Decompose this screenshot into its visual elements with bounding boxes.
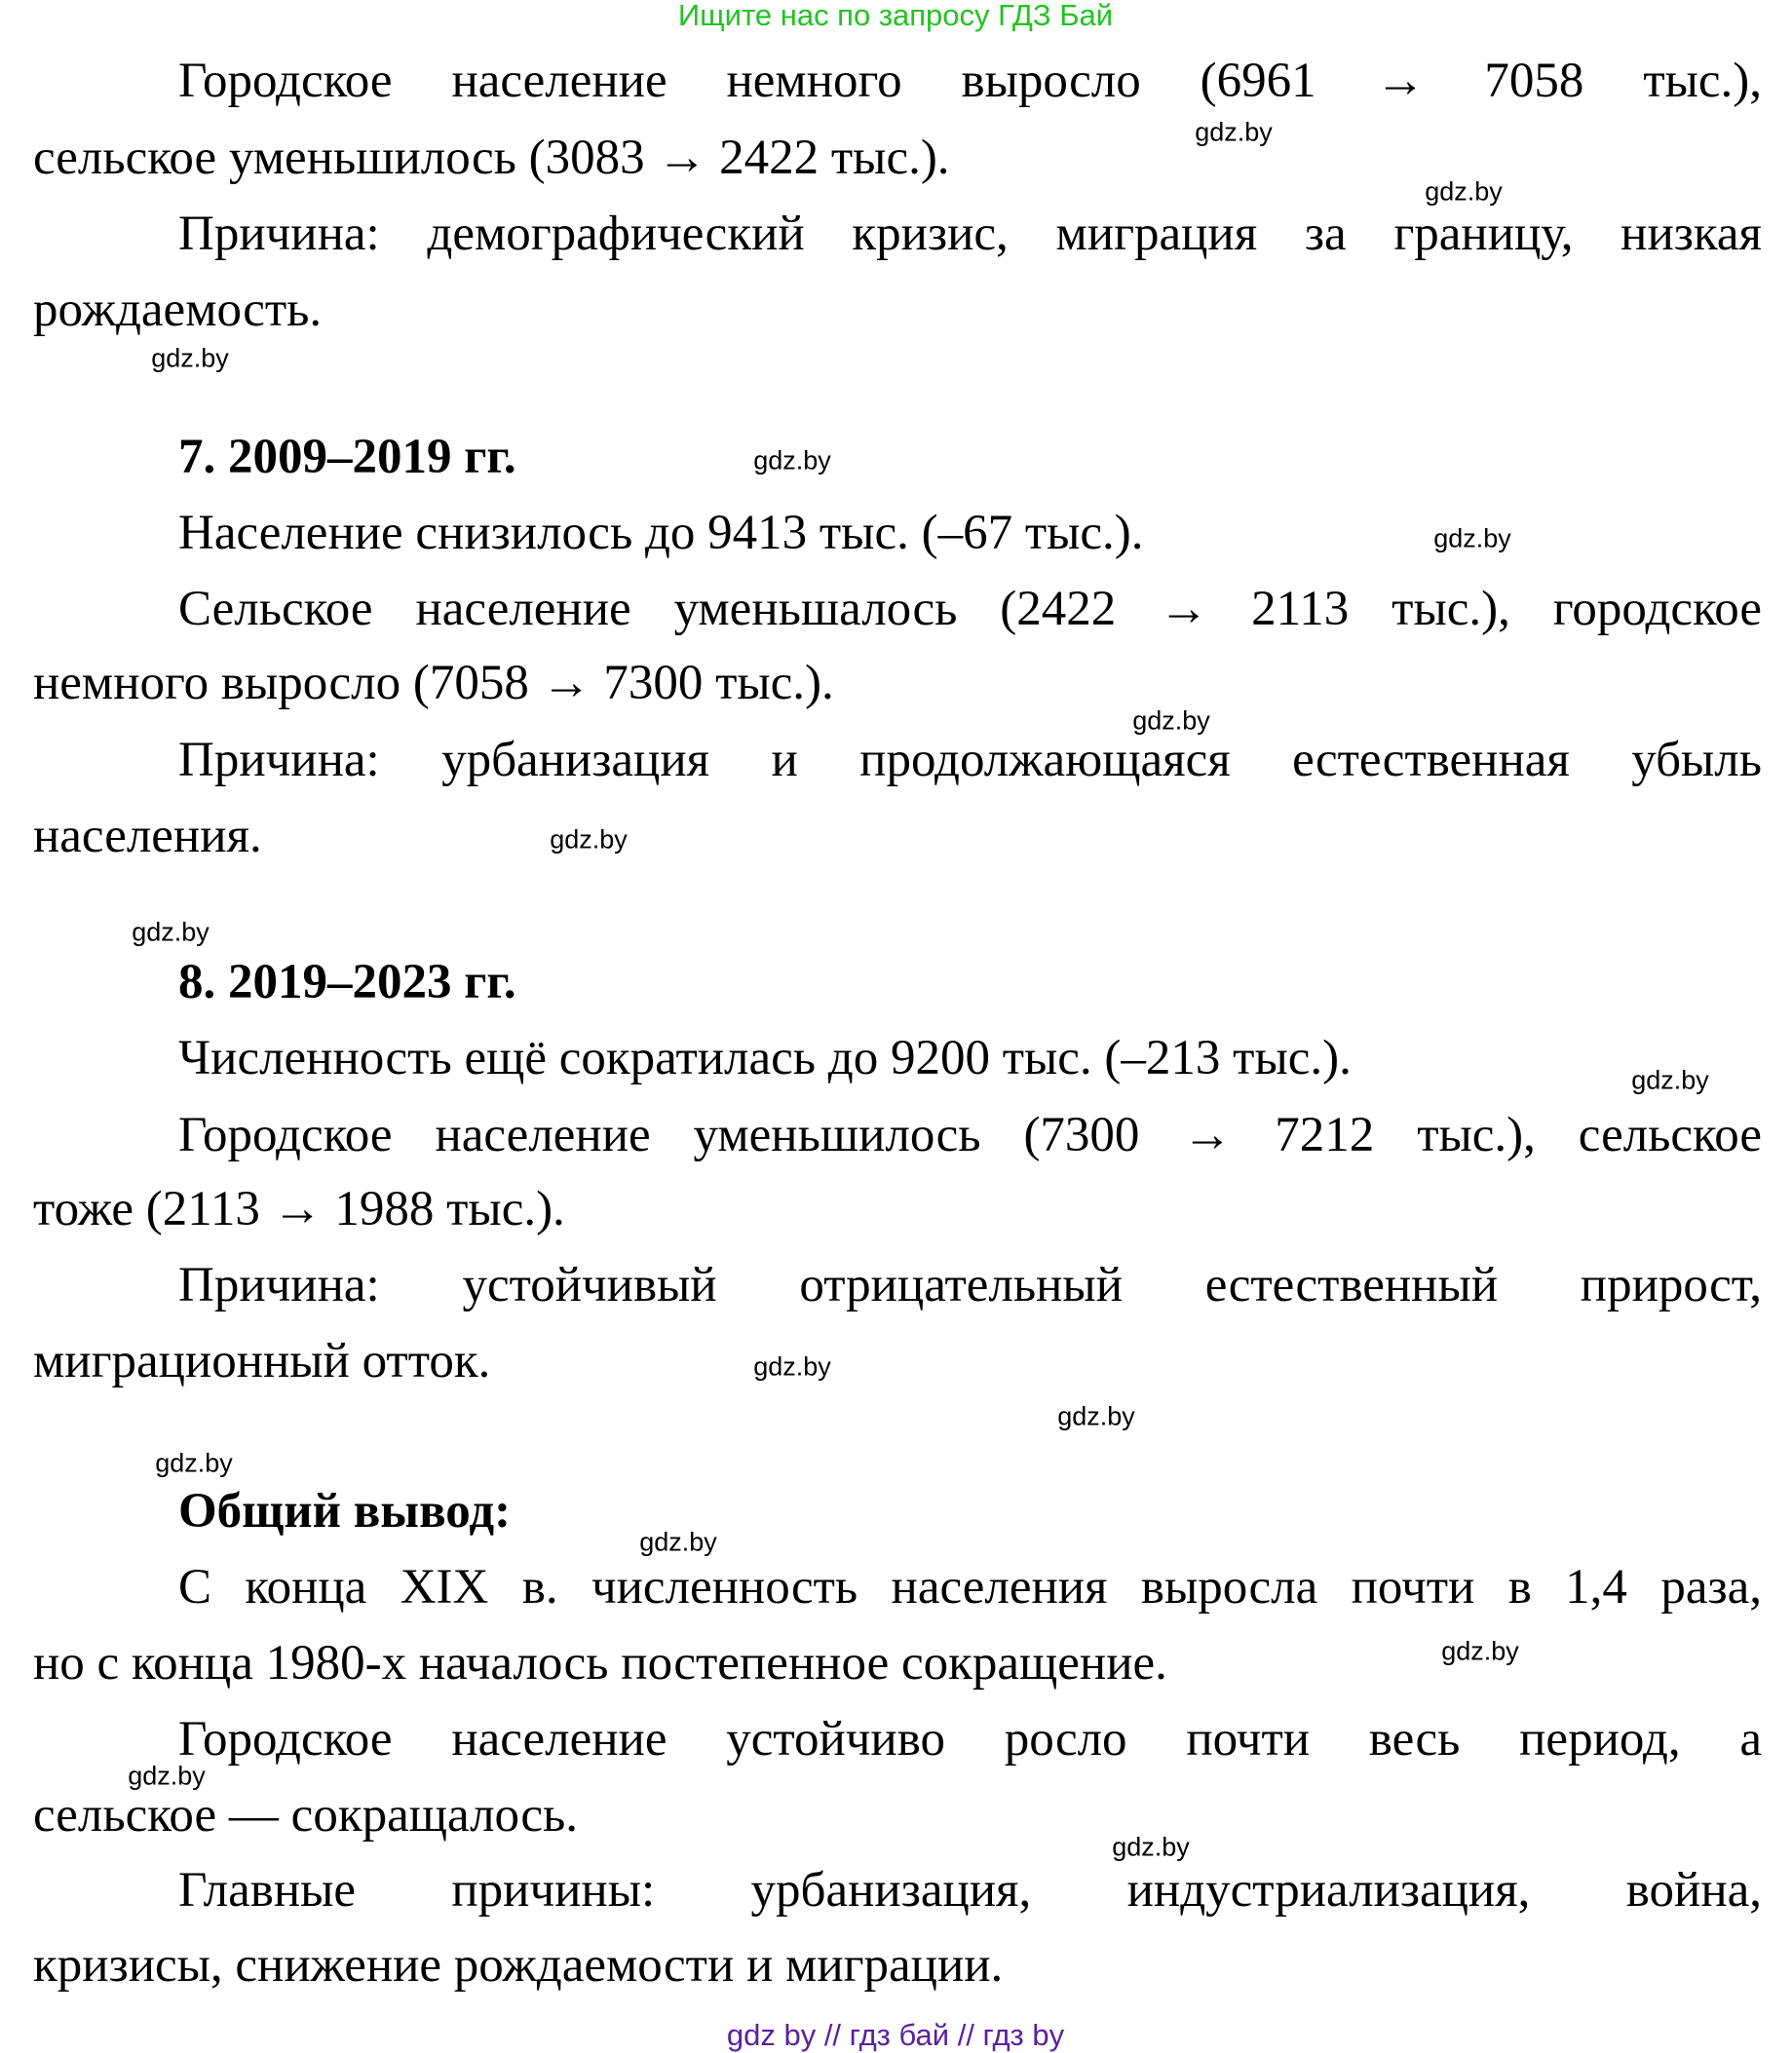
watermark: gdz.by bbox=[1057, 1401, 1135, 1431]
text-line: населения. bbox=[33, 809, 262, 863]
text-line: Сельское население уменьшалось (2422 → 2113 тыс.), городское bbox=[178, 582, 1762, 636]
text-line: Население снизилось до 9413 тыс. (–67 тыс.). bbox=[178, 506, 1144, 560]
section-heading: 8. 2019–2023 гг. bbox=[178, 955, 516, 1009]
text-line: Городское население немного выросло (6961 → 7058 тыс.), bbox=[178, 54, 1762, 108]
watermark: gdz.by bbox=[1195, 117, 1273, 147]
watermark: gdz.by bbox=[132, 917, 210, 947]
footer-banner: gdz by // гдз бай // гдз by bbox=[726, 2018, 1065, 2052]
search-banner: Ищите нас по запросу ГДЗ Бай bbox=[677, 0, 1114, 32]
text-line: кризисы, снижение рождаемости и миграции. bbox=[33, 1938, 1004, 1993]
text-line: Главные причины: урбанизация, индустриализация, война, bbox=[178, 1863, 1762, 1918]
text-line: Численность ещё сократилась до 9200 тыс. (–213 тыс.). bbox=[178, 1031, 1352, 1085]
text-line: Городское население уменьшилось (7300 → 7212 тыс.), сельское bbox=[178, 1108, 1762, 1162]
text-line: тоже (2113 → 1988 тыс.). bbox=[33, 1182, 565, 1236]
conclusion-heading: Общий вывод: bbox=[178, 1484, 512, 1539]
text-line: Причина: устойчивый отрицательный естественный прирост, bbox=[178, 1258, 1762, 1312]
watermark: gdz.by bbox=[1631, 1065, 1709, 1095]
watermark: gdz.by bbox=[753, 1351, 831, 1382]
watermark: gdz.by bbox=[155, 1448, 233, 1478]
text-line: сельское — сокращалось. bbox=[33, 1788, 578, 1843]
watermark: gdz.by bbox=[1425, 176, 1503, 207]
text-line: сельское уменьшилось (3083 → 2422 тыс.). bbox=[33, 131, 950, 185]
text-line: Причина: урбанизация и продолжающаяся естественная убыль bbox=[178, 733, 1762, 787]
watermark: gdz.by bbox=[550, 824, 628, 855]
text-line: рождаемость. bbox=[33, 283, 323, 337]
watermark: gdz.by bbox=[1112, 1832, 1190, 1862]
section-heading: 7. 2009–2019 гг. bbox=[178, 430, 516, 484]
watermark: gdz.by bbox=[753, 445, 831, 475]
watermark: gdz.by bbox=[639, 1527, 717, 1557]
watermark: gdz.by bbox=[151, 343, 229, 373]
text-line: С конца XIX в. численность населения выросла почти в 1,4 раза, bbox=[178, 1560, 1762, 1615]
text-line: миграционный отток. bbox=[33, 1334, 491, 1388]
watermark: gdz.by bbox=[1441, 1636, 1519, 1666]
text-line: немного выросло (7058 → 7300 тыс.). bbox=[33, 656, 834, 710]
text-line: Городское население устойчиво росло почти весь период, а bbox=[178, 1712, 1762, 1767]
watermark: gdz.by bbox=[128, 1761, 206, 1791]
text-line: но с конца 1980-х началось постепенное сокращение. bbox=[33, 1636, 1167, 1691]
text-line: Причина: демографический кризис, миграция за границу, низкая bbox=[178, 207, 1762, 261]
watermark: gdz.by bbox=[1433, 523, 1511, 553]
watermark: gdz.by bbox=[1132, 705, 1210, 736]
